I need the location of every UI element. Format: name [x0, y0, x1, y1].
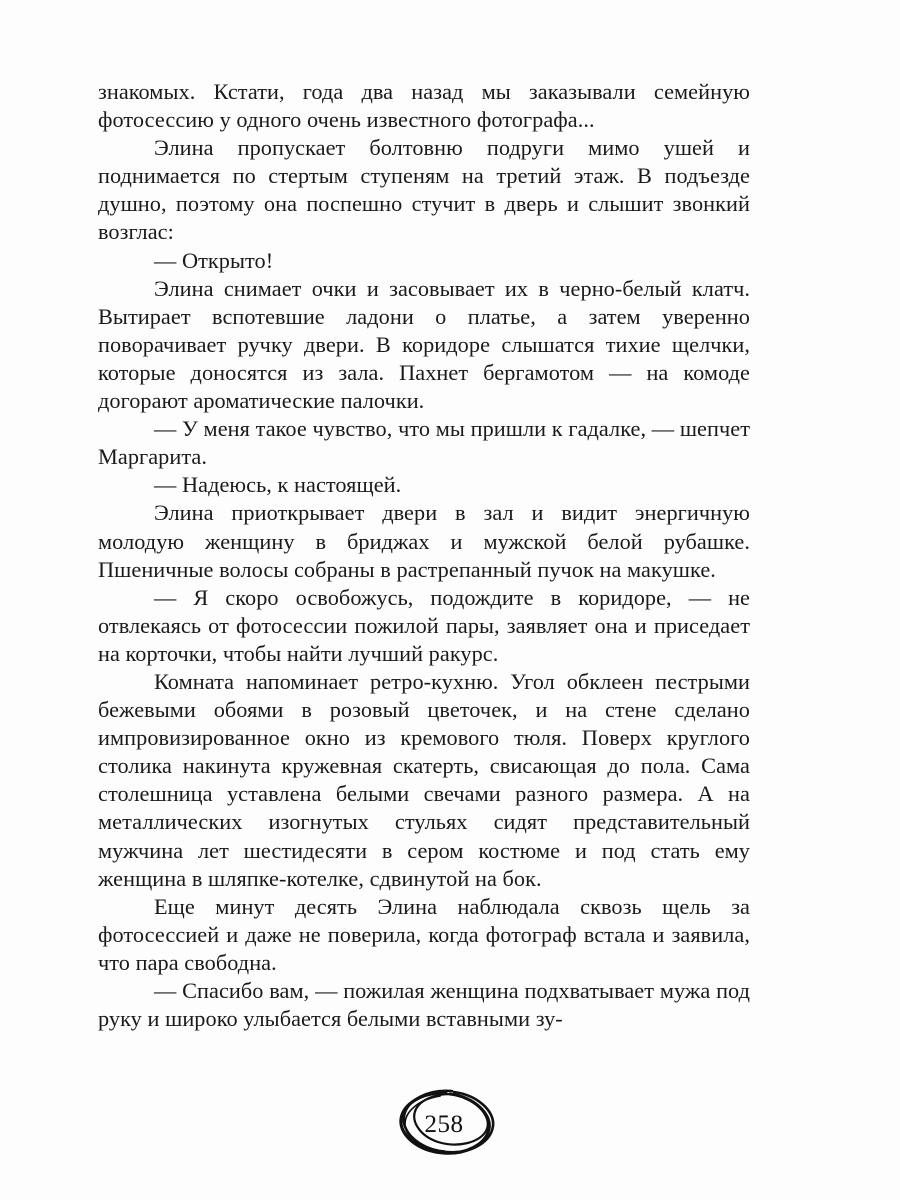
paragraph: Еще минут десять Элина наблюдала сквозь щель за фотосессией и даже не поверила, когда фотограф встала и заявила, что пара свободна.	[98, 893, 750, 975]
paragraph-dialogue: — У меня такое чувство, что мы пришли к гадалке, — шепчет Маргарита.	[98, 416, 750, 470]
paragraph: Комната напоминает ретро-кухню. Угол обклеен пестрыми бежевыми обоями в розовый цветочек, и на стене сделано импровизированное окно из кремового тюля. Поверх круглого столика накинута кружевная скатерть, свисающая до пола. Сама столешница уставлена белыми свечами разного размера. А на металлических изогнутых стульях сидят представительный мужчина лет шестидесяти в сером костюме и под стать ему женщина в шляпке-котелке, сдвинутой на бок.	[98, 668, 750, 891]
page-number-ornament	[394, 1085, 506, 1161]
paragraph-dialogue: — Надеюсь, к настоящей.	[154, 472, 402, 498]
paragraph-dialogue: — Открыто!	[154, 247, 274, 273]
paragraph-dialogue: — Я скоро освобожусь, подождите в коридоре, — не отвлекаясь от фотосессии пожилой пары, заявляет она и приседает на корточки, чтобы найти лучший ракурс.	[98, 584, 750, 666]
paragraph: Элина приоткрывает двери в зал и видит энергичную молодую женщину в бриджах и мужской белой рубашке. Пшеничные волосы собраны в растрепанный пучок на макушке.	[98, 500, 750, 582]
paragraph: Элина снимает очки и засовывает их в черно-белый клатч. Вытирает вспотевшие ладони о платье, а затем уверенно поворачивает ручку двери. В коридоре слышатся тихие щелчки, которые доносятся из зала. Пахнет бергамотом — на комоде догорают ароматические палочки.	[98, 275, 750, 414]
page-text-block	[98, 78, 750, 1033]
paragraph: Элина пропускает болтовню подруги мимо ушей и поднимается по стертым ступеням на третий этаж. В подъезде душно, поэтому она поспешно стучит в дверь и слышит звонкий возглас:	[98, 135, 750, 245]
paragraph-dialogue: — Спасибо вам, — пожилая женщина подхватывает мужа под руку и широко улыбается белыми вставными зу-	[98, 978, 750, 1032]
page-number: 258	[424, 1110, 464, 1138]
paragraph: знакомых. Кстати, года два назад мы заказывали семейную фотосессию у одного очень известного фотографа...	[98, 79, 750, 133]
page-number-footer	[0, 1082, 900, 1164]
